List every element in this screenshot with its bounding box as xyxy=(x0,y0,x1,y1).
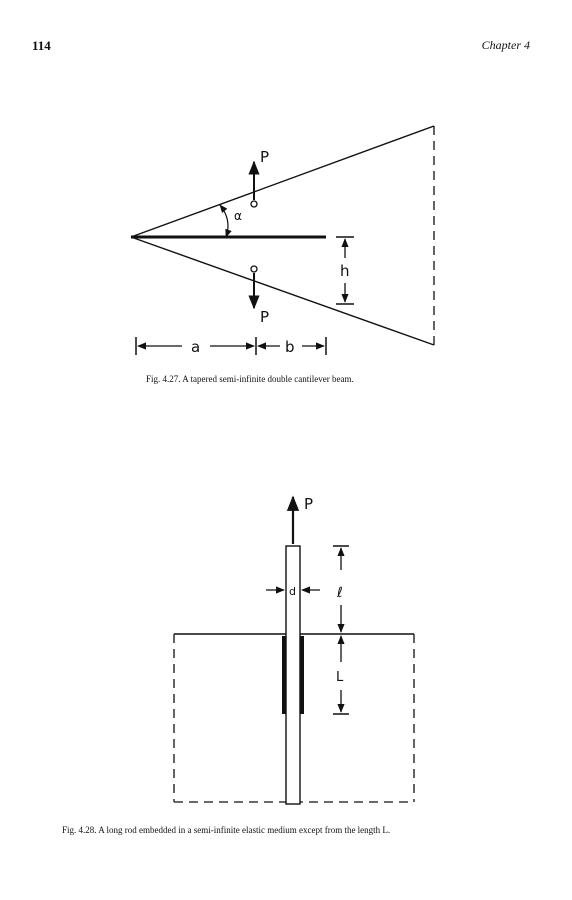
label-load-top: P xyxy=(260,148,270,166)
label-load-rod: P xyxy=(304,495,314,513)
label-height-h: h xyxy=(340,262,350,280)
label-free-length: ℓ xyxy=(337,585,343,601)
label-angle-alpha: α xyxy=(234,209,242,223)
label-dim-b: b xyxy=(285,338,295,356)
lower-arm-edge xyxy=(131,237,434,345)
label-embedded-length: L xyxy=(336,670,344,685)
figure-4-28 xyxy=(174,497,414,804)
chapter-running-head: Chapter 4 xyxy=(481,38,530,52)
label-load-bottom: P xyxy=(260,308,270,326)
figure-4-27-caption: Fig. 4.27. A tapered semi-infinite double cantilever beam. xyxy=(146,374,354,384)
upper-arm-edge xyxy=(131,126,434,237)
page-number: 114 xyxy=(32,38,51,53)
figure-4-27 xyxy=(131,126,434,355)
load-point-top xyxy=(251,201,257,207)
label-dim-a: a xyxy=(191,338,201,356)
angle-arc xyxy=(220,205,228,237)
label-diameter-d: d xyxy=(289,585,296,598)
load-point-bottom xyxy=(251,266,257,272)
figure-4-28-caption: Fig. 4.28. A long rod embedded in a semi-infinite elastic medium except from the length L. xyxy=(62,825,391,835)
